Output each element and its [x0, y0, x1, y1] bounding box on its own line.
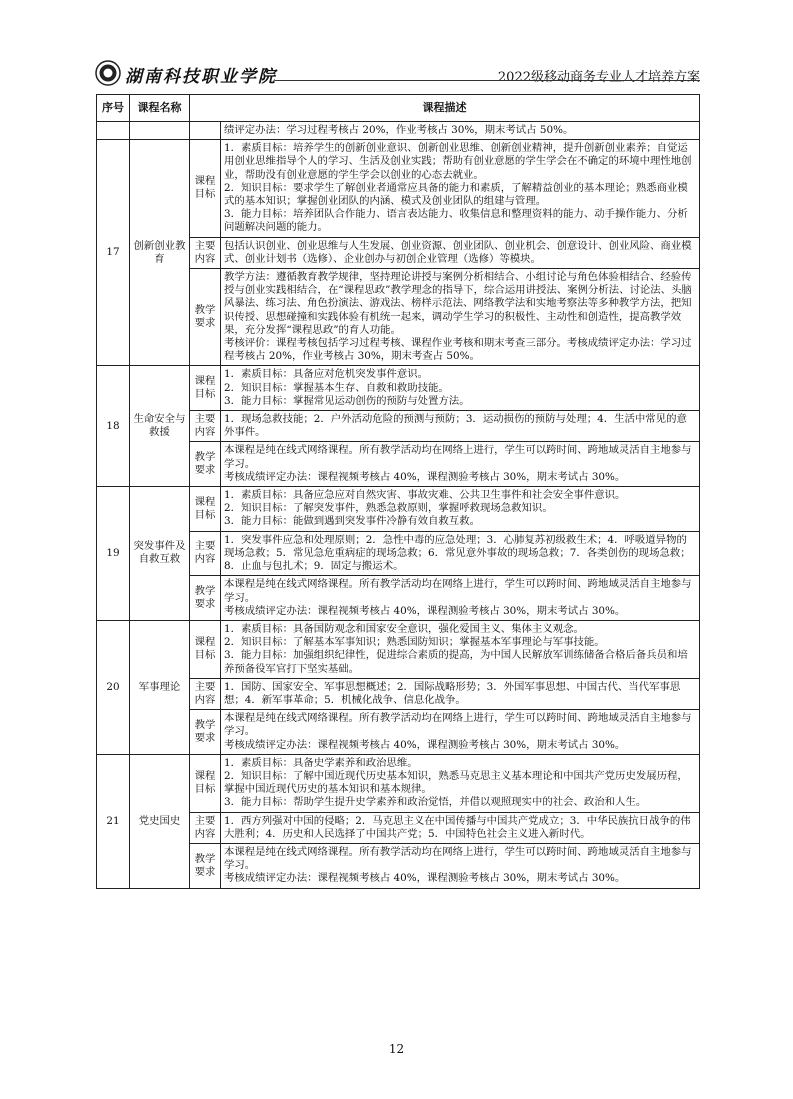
school-logo-icon	[95, 60, 121, 86]
section-description	[221, 710, 700, 755]
description-line: 1．西方列强对中国的侵略；2．马克思主义在中国传播与中国共产党成立；3．中华民族抗日战争的伟大胜利；4．历史和人民选择了中国共产党；5．中国特色社会主义进入新时代。	[224, 814, 691, 840]
table-body	[97, 122, 700, 889]
page-header	[95, 58, 700, 88]
table-header-row	[97, 95, 700, 122]
section-description	[221, 531, 700, 576]
description-line: 教学方法：遵循教育教学规律，坚持理论讲授与案例分析相结合、小组讨论与角色体验相结合、经验传授与创业实践相结合，在“课程思政”教学理念的指导下，综合运用讲授法、案例分析法、讨论法、头脑风暴法、练习法、角色扮演法、游戏法、榜样示范法、网络教学法和实地考察法等多种教学方法，把知识传授、思想碰撞和实践体验有机统一起来，调动学生学习的积极性、主动性和创造性，提高教学效果，充分发挥“课程思政”的育人功能。	[224, 271, 692, 336]
description-line: 1．素质目标：培养学生的创新创业意识、创新创业思维、创新创业精神，提升创新创业素养；自觉运用创业思维指导个人的学习、生活及创业实践；帮助有创业意愿的学生学会在不确定的环境中理性地创业，帮助没有创业意愿的学生学会以创业的心态去就业。	[224, 142, 692, 181]
section-description	[221, 576, 700, 621]
course-name: 创新创业教育	[130, 140, 190, 366]
description-line: 考核成绩评定办法：课程视频考核占 40%，课程测验考核占 30%，期末考试占 30%。	[224, 604, 626, 617]
course-number: 21	[97, 754, 130, 888]
header-rule	[275, 80, 700, 81]
section-description	[221, 812, 700, 843]
col-header-course-name: 课程名称	[130, 95, 190, 122]
description-line: 3．能力目标：帮助学生提升史学素养和政治觉悟，并借以观照现实中的社会、政治和人生。	[224, 796, 647, 809]
section-description	[221, 140, 700, 237]
course-number: 17	[97, 140, 130, 366]
description-line: 本课程是纯在线式网络课程。所有教学活动均在网络上进行，学生可以跨时间、跨地域灵活自主地参与学习。	[224, 444, 692, 470]
description-line: 考核成绩评定办法：课程视频考核占 40%，课程测验考核占 30%，期末考试占 30%。	[224, 738, 626, 751]
course-name: 党史国史	[130, 754, 190, 888]
description-line: 1．素质目标：具备国防观念和国家安全意识，强化爱国主义、集体主义观念。	[224, 622, 584, 635]
continuation-text: 绩评定办法：学习过程考核占 20%，作业考核占 30%，期末考试占 50%。	[221, 122, 700, 140]
section-label: 主要内容	[190, 812, 221, 843]
section-label: 教学要求	[190, 710, 221, 755]
section-label: 课程目标	[190, 620, 221, 678]
description-line: 1．突发事件应急和处理原则；2．急性中毒的应急处理；3．心肺复苏初级救生术；4．呼吸道异物的现场急救；5．常见急危重病症的现场急救；6．常见意外事故的现场急救；7．各类创伤的现场急救；8．止血与包扎术；9．固定与搬运术。	[224, 533, 691, 573]
table-row	[97, 620, 700, 678]
course-number: 20	[97, 620, 130, 754]
section-description	[221, 754, 700, 812]
description-line: 本课程是纯在线式网络课程。所有教学活动均在网络上进行，学生可以跨时间、跨地域灵活自主地参与学习。	[224, 845, 692, 872]
col-header-course-description: 课程描述	[190, 95, 700, 122]
description-line: 2．知识目标：了解突发事件，熟悉急救原则，掌握呼救现场急救知识。	[224, 502, 553, 515]
section-label: 教学要求	[190, 442, 221, 487]
section-label: 主要内容	[190, 531, 221, 576]
section-description	[221, 411, 700, 442]
col-header-number: 序号	[97, 95, 130, 122]
section-label: 教学要求	[190, 843, 221, 888]
course-number: 18	[97, 366, 130, 487]
description-line: 2．知识目标：了解中国近现代历史基本知识，熟悉马克思主义基本理论和中国共产党历史发展历程，掌握中国近现代历史的基本知识和基本规律。	[224, 769, 688, 796]
description-line: 1．素质目标：具备史学素养和政治思维。	[224, 756, 418, 769]
section-description	[221, 269, 700, 366]
section-label: 主要内容	[190, 678, 221, 709]
description-line: 包括认识创业、创业思维与人生发展、创业资源、创业团队、创业机会、创意设计、创业风险、商业模式、创业计划书（选修）、企业创办与初创企业管理（选修）等模块。	[224, 239, 692, 265]
course-table	[96, 94, 700, 889]
section-label: 教学要求	[190, 269, 221, 366]
description-line: 2．知识目标：要求学生了解创业者通常应具备的能力和素质，了解精益创业的基本理论；熟悉商业模式的基本知识；掌握创业团队的内涵、模式及创业团队的组建与管理。	[224, 181, 688, 208]
section-description	[221, 620, 700, 678]
description-line: 2．知识目标：掌握基本生存、自救和救助技能。	[224, 381, 449, 394]
course-name: 突发事件及自救互救	[130, 487, 190, 621]
table-row	[97, 487, 700, 532]
section-label: 课程目标	[190, 366, 221, 411]
section-label: 课程目标	[190, 487, 221, 532]
description-line: 本课程是纯在线式网络课程。所有教学活动均在网络上进行，学生可以跨时间、跨地域灵活自主地参与学习。	[224, 578, 692, 604]
description-line: 考核成绩评定办法：课程视频考核占 40%，课程测验考核占 30%，期末考试占 30%。	[224, 470, 626, 483]
section-description	[221, 442, 700, 487]
section-description	[221, 678, 700, 709]
description-line: 3．能力目标：掌握常见运动创伤的预防与处置方法。	[224, 394, 470, 407]
section-label: 主要内容	[190, 411, 221, 442]
document-title: 2022级移动商务专业人才培养方案	[497, 70, 700, 85]
page-number: 12	[388, 1042, 405, 1056]
description-line: 2．知识目标：了解基本军事知识；熟悉国防知识；掌握基本军事理论与军事技能。	[224, 636, 605, 649]
school-name: 湖南科技职业学院	[125, 67, 277, 87]
description-line: 考核评价：课程考核包括学习过程考核、课程作业考核和期末考查三部分。考核成绩评定办法：学习过程考核占 20%，作业考核占 30%，期末考查占 50%。	[224, 337, 692, 363]
description-line: 1．国防、国家安全、军事思想概述；2．国际战略形势；3．外国军事思想、中国古代、当代军事思想；4．新军事革命；5．机械化战争、信息化战争。	[224, 680, 681, 706]
continuation-row	[97, 122, 700, 140]
table-row	[97, 366, 700, 411]
table-row	[97, 754, 700, 812]
course-number: 19	[97, 487, 130, 621]
section-label: 主要内容	[190, 237, 221, 268]
section-description	[221, 487, 700, 532]
description-line: 1．素质目标：具备应对危机突发事件意识。	[224, 368, 429, 381]
section-description	[221, 366, 700, 411]
course-name: 军事理论	[130, 620, 190, 754]
description-line: 本课程是纯在线式网络课程。所有教学活动均在网络上进行，学生可以跨时间、跨地域灵活自主地参与学习。	[224, 712, 692, 738]
section-description	[221, 237, 700, 268]
description-line: 1．现场急救技能；2．户外活动危险的预测与预防；3．运动损伤的预防与处理；4．生活中常见的意外事件。	[224, 413, 687, 439]
description-line: 考核成绩评定办法：课程视频考核占 40%，课程测验考核占 30%，期末考试占 30%。	[224, 872, 626, 885]
description-line: 3．能力目标：培养团队合作能力、语言表达能力、收集信息和整理资料的能力、动手操作能力、分析问题解决问题的能力。	[224, 208, 688, 234]
description-line: 3．能力目标：加强组织纪律性，促进综合素质的提高，为中国人民解放军训练储备合格后备兵员和培养预备役军官打下坚实基础。	[224, 649, 688, 675]
section-label: 教学要求	[190, 576, 221, 621]
table-row	[97, 140, 700, 237]
description-line: 1．素质目标：具备应急应对自然灾害、事故灾难、公共卫生事件和社会安全事件意识。	[224, 489, 626, 502]
description-line: 3．能力目标：能做到遇到突发事件冷静有效自救互救。	[224, 515, 480, 528]
section-description	[221, 843, 700, 888]
section-label: 课程目标	[190, 754, 221, 812]
section-label: 课程目标	[190, 140, 221, 237]
course-name: 生命安全与救援	[130, 366, 190, 487]
